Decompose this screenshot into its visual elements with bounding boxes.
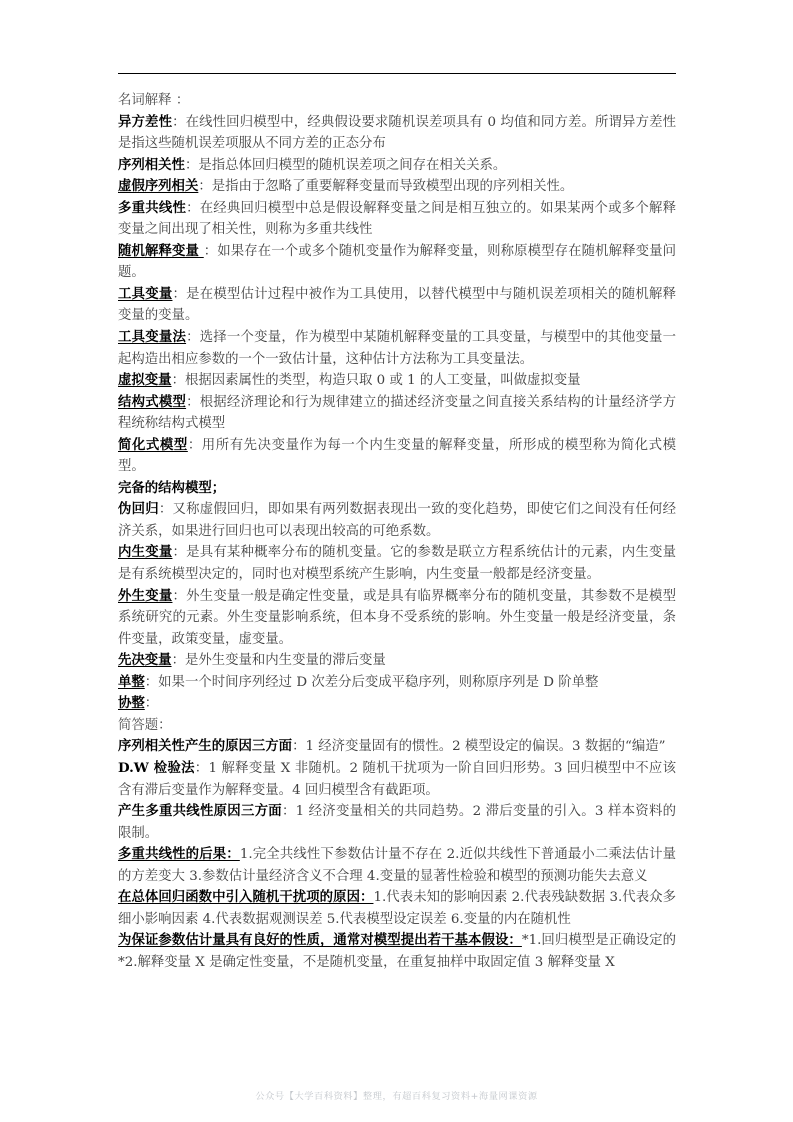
paragraph: [118, 112, 676, 155]
term-definition: ：是外生变量和内生变量的滞后变量: [171, 653, 386, 669]
paragraph: [118, 284, 676, 327]
paragraph: [118, 478, 676, 500]
paragraph: [118, 844, 676, 887]
paragraph: [118, 370, 676, 392]
document-body: [118, 90, 676, 973]
term-definition: 1.完全共线性下参数估计量不存在 2.近似共线性下普通最小二乘法估计量的方差变大 3.参数估计量经济含义不合理 4.变量的显著性检验和模型的预测功能失去意义: [118, 847, 676, 884]
term-definition: ：外生变量一般是确定性变量，或是具有临界概率分布的随机变量，其参数不是模型系统研究的元素。外生变量影响系统，但本身不受系统的影响。外生变量一般是经济变量，条件变量，政策变量，虚变量。: [118, 588, 677, 647]
paragraph: [118, 715, 676, 737]
paragraph: [118, 672, 676, 694]
paragraph: [118, 801, 676, 844]
term-label: 产生多重共线性原因三方面: [118, 803, 282, 820]
term-label: 单整: [118, 673, 145, 690]
term-label: 随机解释变量: [118, 242, 204, 259]
term-definition: ：1 解释变量 X 非随机。2 随机干扰项为一阶自回归形势。3 回归模型中不应该含有滞后变量作为解释变量。4 回归模型含有截距项。: [118, 760, 676, 798]
paragraph: [118, 499, 676, 542]
term-definition: ：选择一个变量，作为模型中某随机解释变量的工具变量，与模型中的其他变量一起构造出相应参数的一个一致估计量，这种估计方法称为工具变量法。: [118, 330, 676, 367]
paragraph: [118, 155, 676, 177]
header-divider-rule: [118, 73, 676, 74]
term-label: 序列相关性: [118, 156, 185, 173]
paragraph: [118, 693, 676, 715]
term-label: 结构式模型: [118, 393, 187, 410]
term-label: 简化式模型: [118, 436, 188, 453]
paragraph: [118, 90, 676, 112]
term-label: 虚假序列相关: [118, 178, 199, 195]
term-definition: ：用所有先决变量作为每一个内生变量的解释变量，所形成的模型称为简化式模型。: [118, 437, 677, 475]
paragraph: [118, 542, 676, 585]
term-label: 虚拟变量: [118, 372, 172, 389]
term-definition: ：是指总体回归模型的随机误差项之间存在相关关系。: [184, 157, 507, 173]
paragraph: [118, 241, 676, 284]
term-definition: ：如果一个时间序列经过 D 次差分后变成平稳序列，则称原序列是 D 阶单整: [144, 674, 599, 690]
term-definition: *1.回归模型是正确设定的 *2.解释变量 X 是确定性变量，不是随机变量，在重复抽样中取固定值 3 解释变量 X: [118, 933, 676, 970]
term-label: 工具变量法: [118, 329, 187, 346]
term-label: D.W 检验法: [118, 759, 195, 776]
term-label: 多重共线性的后果：: [118, 846, 240, 863]
term-label: 在总体回归函数中引入随机干扰项的原因：: [118, 889, 374, 906]
term-label: 协整: [118, 695, 145, 712]
term-label: 异方差性: [118, 113, 173, 130]
term-label: 外生变量: [118, 587, 173, 604]
paragraph: [118, 198, 676, 241]
term-label: 内生变量: [118, 544, 173, 561]
term-label: 伪回归: [118, 501, 159, 518]
section-heading: 名词解释 ：: [118, 93, 190, 108]
paragraph: [118, 392, 676, 435]
paragraph: [118, 435, 676, 478]
term-definition: ：是具有某种概率分布的随机变量。它的参数是联立方程系统估计的元素，内生变量是有系统模型决定的，同时也对模型系统产生影响，内生变量一般都是经济变量。: [118, 545, 677, 583]
paragraph: [118, 736, 676, 758]
term-definition: ：是指由于忽略了重要解释变量而导致模型出现的序列相关性。: [198, 179, 574, 195]
paragraph: [118, 176, 676, 198]
section-heading: 简答题：: [118, 717, 172, 733]
term-definition: ：1 经济变量固有的惯性。2 模型设定的偏误。3 数据的“编造”: [292, 739, 666, 755]
footer-watermark: 公众号【大学百科资料】整理，有超百科复习资料+海量网课资源: [255, 1091, 538, 1102]
term-definition: ：又称虚假回归，即如果有两列数据表现出一致的变化趋势，即使它们之间没有任何经济关系，如果进行回归也可以表现出较高的可绝系数。: [118, 502, 677, 539]
term-label: 工具变量: [118, 285, 173, 302]
paragraph: [118, 930, 676, 973]
paragraph: [118, 650, 676, 672]
term-definition: ：根据因素属性的类型，构造只取 0 或 1 的人工变量，叫做虚拟变量: [171, 373, 581, 389]
paragraph: [118, 887, 676, 930]
term-definition: ：如果存在一个或多个随机变量作为解释变量，则称原模型存在随机解释变量问题。: [118, 243, 676, 281]
paragraph: [118, 758, 676, 801]
paragraph: [118, 327, 676, 370]
term-label: 多重共线性: [118, 199, 187, 216]
term-label: 序列相关性产生的原因三方面: [118, 738, 293, 755]
term-label: 为保证参数估计量具有良好的性质，通常对模型提出若干基本假设：: [118, 932, 522, 949]
term-definition: ：是在模型估计过程中被作为工具使用，以替代模型中与随机误差项相关的随机解释变量的变量。: [118, 286, 677, 324]
paragraph: [118, 586, 676, 651]
term-definition: ：1 经济变量相关的共同趋势。2 滞后变量的引入。3 样本资料的限制。: [118, 804, 676, 841]
term-definition: 1.代表未知的影响因素 2.代表残缺数据 3.代表众多细小影响因素 4.代表数据观测误差 5.代表模型设定误差 6.变量的内在随机性: [118, 890, 676, 927]
term-definition: ：: [144, 696, 159, 712]
term-definition: ：根据经济理论和行为规律建立的描述经济变量之间直接关系结构的计量经济学方程统称结构式模型: [118, 394, 676, 432]
term-label: 先决变量: [118, 652, 172, 669]
term-label: 完备的结构模型；: [118, 479, 226, 496]
term-definition: ：在经典回归模型中总是假设解释变量之间是相互独立的。如果某两个或多个解释变量之间出现了相关性，则称为多重共线性: [118, 200, 676, 238]
term-definition: ：在线性回归模型中，经典假设要求随机误差项具有 0 均值和同方差。所谓异方差性是指这些随机误差项服从不同方差的正态分布: [118, 114, 677, 152]
